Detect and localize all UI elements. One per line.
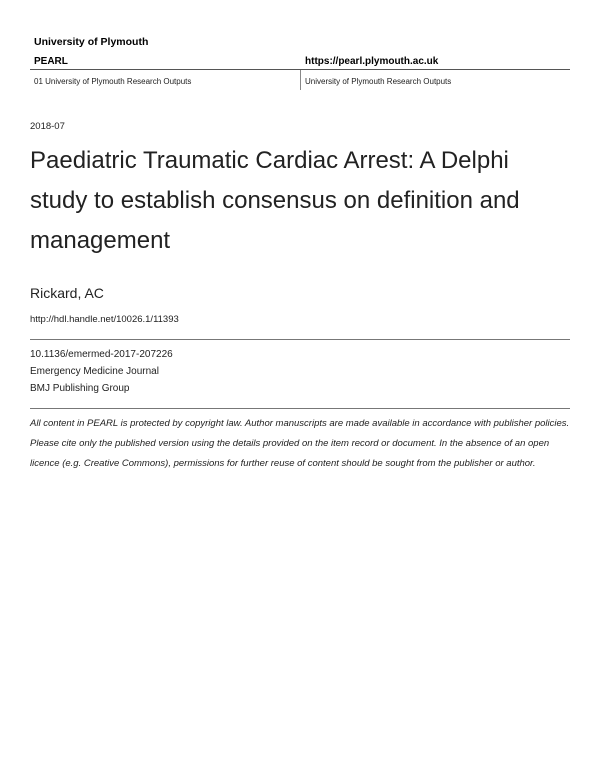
author-name: Rickard, AC <box>30 285 104 301</box>
publisher-name: BMJ Publishing Group <box>30 383 130 394</box>
repository-label: PEARL <box>34 56 68 67</box>
collection-right: University of Plymouth Research Outputs <box>305 77 452 86</box>
metadata-divider-bottom <box>30 408 570 409</box>
journal-name: Emergency Medicine Journal <box>30 366 159 377</box>
publication-date: 2018-07 <box>30 121 65 132</box>
doi: 10.1136/emermed-2017-207226 <box>30 349 173 360</box>
repository-url[interactable]: https://pearl.plymouth.ac.uk <box>305 56 439 67</box>
document-title: Paediatric Traumatic Cardiac Arrest: A Delphi study to establish consensus on definition and management <box>30 147 520 254</box>
handle-link[interactable]: http://hdl.handle.net/10026.1/11393 <box>30 314 179 325</box>
copyright-notice: All content in PEARL is protected by copyright law. Author manuscripts are made available in accordance with publisher policies. Please cite only the published version using the details provided on the item record or document. In the absence of an open licence (e.g. Creative Commons), permissions for further reuse of content should be sought from the publisher or author. <box>30 418 570 470</box>
institution-name: University of Plymouth <box>34 36 149 48</box>
header-column-divider <box>300 70 301 90</box>
metadata-divider-top <box>30 339 570 340</box>
collection-left: 01 University of Plymouth Research Outputs <box>34 77 192 86</box>
